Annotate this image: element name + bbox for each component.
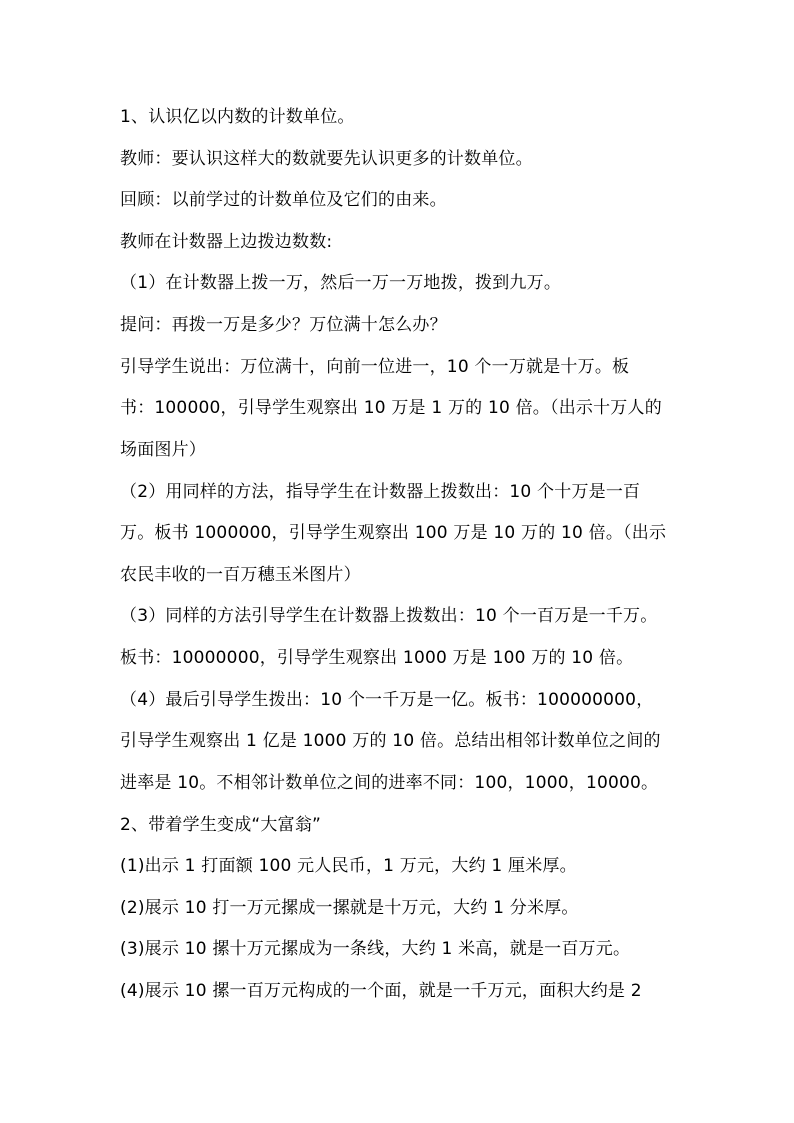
paragraph-line: 书：100000，引导学生观察出 10 万是 1 万的 10 倍。（出示十万人的 bbox=[120, 398, 662, 418]
paragraph-line: (1)出示 1 打面额 100 元人民币，1 万元，大约 1 厘米厚。 bbox=[120, 856, 577, 876]
paragraph-line: （1）在计数器上拨一万，然后一万一万地拨，拨到九万。 bbox=[120, 273, 562, 293]
paragraph-line: (4)展示 10 摞一百万元构成的一个面，就是一千万元，面积大约是 2 bbox=[120, 981, 642, 1001]
paragraph-line: （4）最后引导学生拨出：10 个一千万是一亿。板书：100000000， bbox=[120, 690, 654, 710]
paragraph-line: (3)展示 10 摞十万元摞成为一条线，大约 1 米高，就是一百万元。 bbox=[120, 939, 631, 959]
paragraph-line: 教师：要认识这样大的数就要先认识更多的计数单位。 bbox=[120, 149, 533, 169]
paragraph-line: 农民丰收的一百万穗玉米图片） bbox=[120, 565, 361, 585]
paragraph-line: 回顾：以前学过的计数单位及它们的由来。 bbox=[120, 190, 447, 210]
paragraph-line: 进率是 10。不相邻计数单位之间的进率不同：100，1000，10000。 bbox=[120, 773, 659, 793]
paragraph-line: 引导学生观察出 1 亿是 1000 万的 10 倍。总结出相邻计数单位之间的 bbox=[120, 731, 661, 751]
paragraph-line: 引导学生说出：万位满十，向前一位进一，10 个一万就是十万。板 bbox=[120, 357, 630, 377]
heading-section-2: 2、带着学生变成“大富翁” bbox=[120, 815, 322, 835]
paragraph-line: 板书：10000000，引导学生观察出 1000 万是 100 万的 10 倍。 bbox=[120, 648, 634, 668]
paragraph-line: 教师在计数器上边拨边数数: bbox=[120, 232, 333, 252]
paragraph-line: （2）用同样的方法，指导学生在计数器上拨数出：10 个十万是一百 bbox=[120, 482, 641, 502]
paragraph-line: 场面图片） bbox=[120, 440, 206, 460]
paragraph-line: (2)展示 10 打一万元摞成一摞就是十万元，大约 1 分米厚。 bbox=[120, 898, 579, 918]
paragraph-line: 提问：再拨一万是多少？万位满十怎么办？ bbox=[120, 315, 447, 335]
paragraph-line: （3）同样的方法引导学生在计数器上拨数出：10 个一百万是一千万。 bbox=[120, 606, 658, 626]
paragraph-line: 万。板书 1000000，引导学生观察出 100 万是 10 万的 10 倍。（出示 bbox=[120, 523, 667, 543]
heading-section-1: 1、认识亿以内数的计数单位。 bbox=[120, 107, 355, 127]
